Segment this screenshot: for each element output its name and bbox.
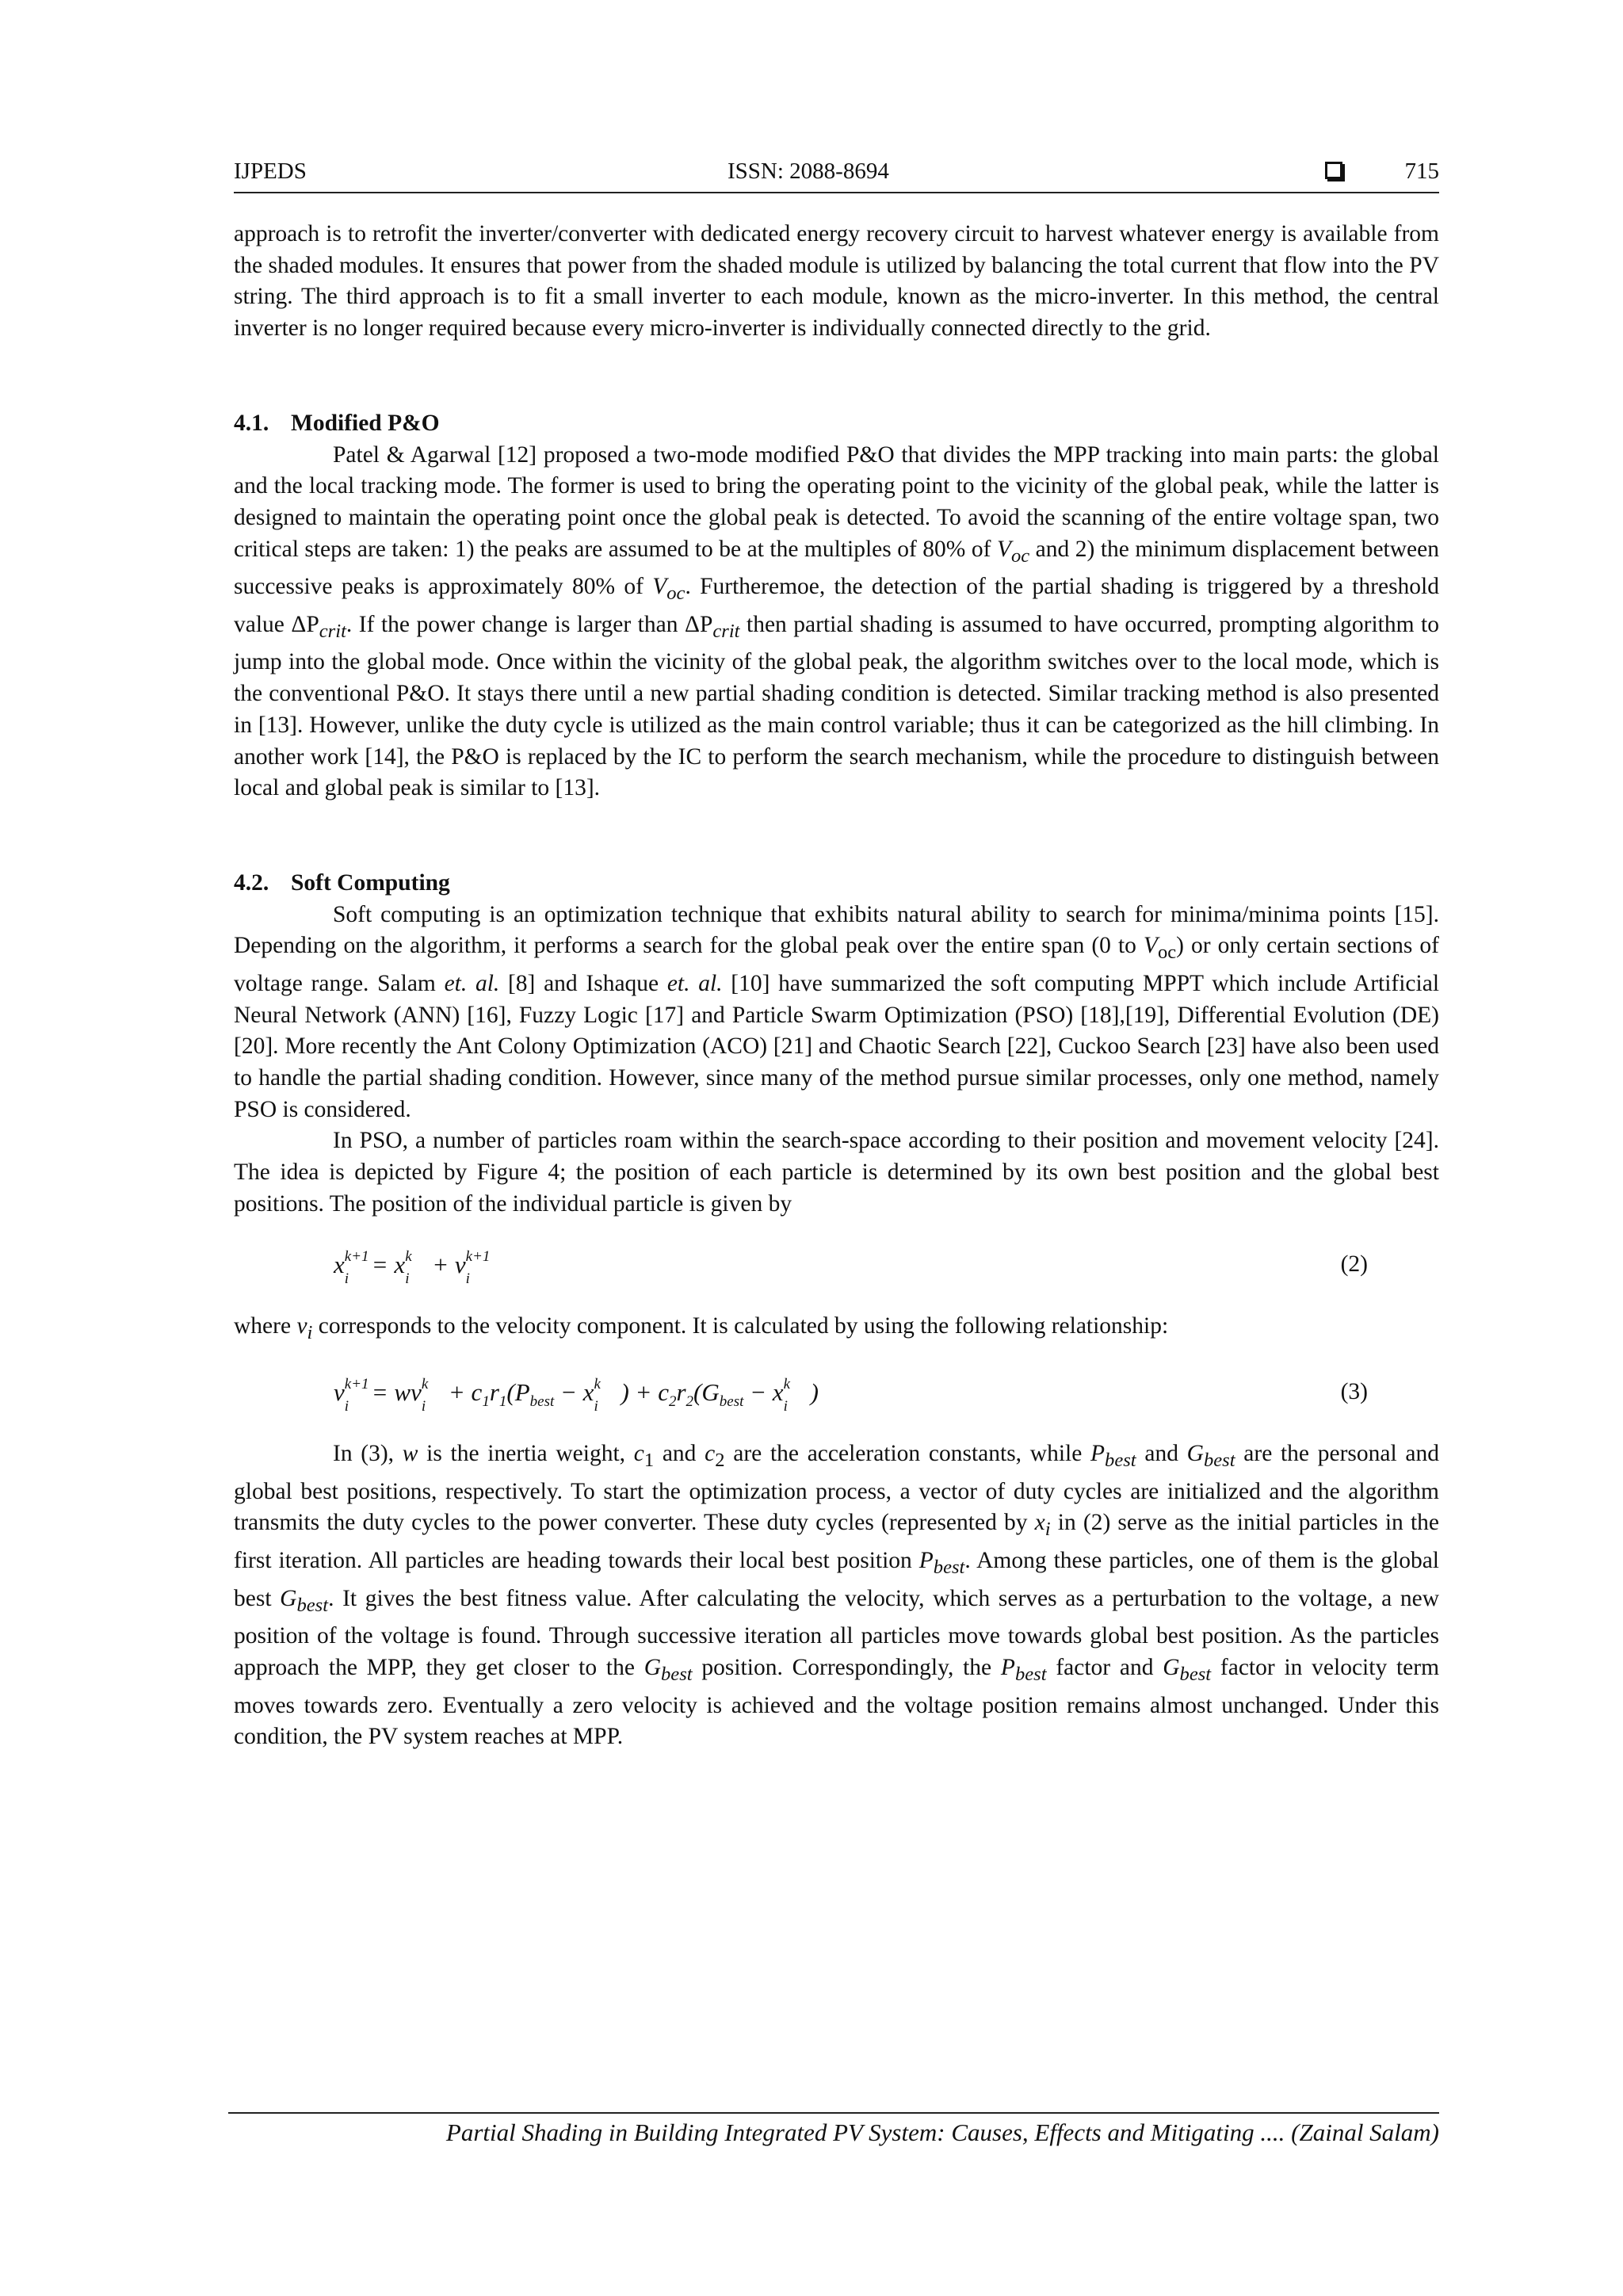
page-body: [234, 219, 1439, 1753]
paragraph-modified-po: Patel & Agarwal [12] proposed a two-mode modified P&O that divides the MPP tracking into main parts: the global and the local tracking mode. The former is used to bring the operating point to the vicinity of the global peak, while the latter is designed to maintain the operating point once the global peak is detected. To avoid the scanning of the entire voltage span, two critical steps are taken: 1) the peaks are assumed to be at the multiples of 80% of $V_{oc}$ and 2) the minimum displacement between successive peaks is approximately 80% of $V_{oc}$. Furtheremoe, the detection of the partial shading is triggered by a threshold value $\Delta P_{crit}$. If the power change is larger than $\Delta P_{crit}$ then partial shading is assumed to have occurred, prompting algorithm to jump into the global mode. Once within the vicinity of the global peak, the algorithm switches over to the local mode, which is the conventional P&O. It stays there until a new partial shading condition is detected. Similar tracking method is also presented in [13]. However, unlike the duty cycle is utilized as the main control variable; thus it can be categorized as the hill climbing. In another work [14], the P&O is replaced by the IC to perform the search mechanism, while the procedure to distinguish between local and global peak is similar to [13].: [234, 441, 1440, 801]
intro-paragraph: approach is to retrofit the inverter/converter with dedicated energy recovery circuit to harvest whatever energy is available from the shaded modules. It ensures that power from the shaded module is utilized by balancing the total current that flow into the PV string. The third approach is to fit a small inverter to each module, known as the micro-inverter. In this method, the central inverter is no longer required because every micro-inverter is individually connected directly to the grid.: [234, 221, 1439, 342]
section-heading-4-1: 4.1. Modified P&O: [234, 410, 440, 436]
equation-2-expression: x k+1 i = x k i + v k+1 i: [334, 1247, 491, 1287]
paragraph-pso: In PSO, a number of particles roam within the search-space according to their position and movement velocity [24]. The idea is depicted by Figure 4; the position of each particle is determined by its own best position and the global best positions. The position of the individual particle is given by: [234, 1128, 1439, 1217]
paragraph-pso-explanation: In (3), w is the inertia weight, $c_1$ and $c_2$ are the acceleration constants, while $P_{best}$ and $G_{best}$ are the personal and global best positions, respectively. To start the optimization process, a vector of duty cycles are initialized and the algorithm transmits the duty cycles to the power converter. These duty cycles (represented by $x_i$ in (2) serve as the initial particles in the first iteration. All particles are heading towards their local best position $P_{best}$. Among these particles, one of them is the global best $G_{best}$. It gives the best fitness value. After calculating the velocity, which serves as a perturbation to the voltage, a new position of the voltage is found. Through successive iteration all particles move towards global best position. As the particles approach the MPP, they get closer to the $G_{best}$ position. Correspondingly, the $P_{best}$ factor and $G_{best}$ factor in velocity term moves towards zero. Eventually a zero velocity is achieved and the voltage position remains almost unchanged. Under this condition, the PV system reaches at MPP.: [234, 1441, 1440, 1750]
checkbox-square-icon: [1325, 162, 1342, 179]
equation-3: [234, 1369, 1439, 1416]
paragraph-velocity-intro: where $v_i$ corresponds to the velocity component. It is calculated by using the following relationship:: [234, 1312, 1169, 1343]
paragraph-soft-computing: Soft computing is an optimization technique that exhibits natural ability to search for minima/minima points [15]. Depending on the algorithm, it performs a search for the global peak over the entire span (0 to $V_{oc}$) or only certain sections of voltage range. Salam et. al. [8] and Ishaque et. al. [10] have summarized the soft computing MPPT which include Artificial Neural Network (ANN) [16], Fuzzy Logic [17] and Particle Swarm Optimization (PSO) [18],[19], Differential Evolution (DE) [20]. More recently the Ant Colony Optimization (ACO) [21] and Chaotic Search [22], Cuckoo Search [23] have also been used to handle the partial shading condition. However, since many of the method pursue similar processes, only one method, namely PSO is considered.: [234, 901, 1440, 1122]
equation-3-number: (3): [1340, 1379, 1368, 1405]
journal-name: IJPEDS: [234, 159, 307, 184]
equation-3-expression: v k+1 i = wv k i + $c_1r_1(P_{best} - x$ k i ) + $c_2r_2(G_{best} - x$ k i ): [334, 1376, 819, 1415]
section-heading-4-2: 4.2. Soft Computing: [234, 869, 450, 896]
equation-2: [234, 1241, 1439, 1289]
page-header: [234, 155, 1439, 193]
issn: ISSN: 2088-8694: [727, 159, 889, 184]
page-footer: Partial Shading in Building Integrated PV System: Causes, Effects and Mitigating .... (Zainal Salam): [228, 2112, 1439, 2147]
page-number: 715: [1404, 159, 1439, 184]
equation-2-number: (2): [1340, 1251, 1368, 1277]
